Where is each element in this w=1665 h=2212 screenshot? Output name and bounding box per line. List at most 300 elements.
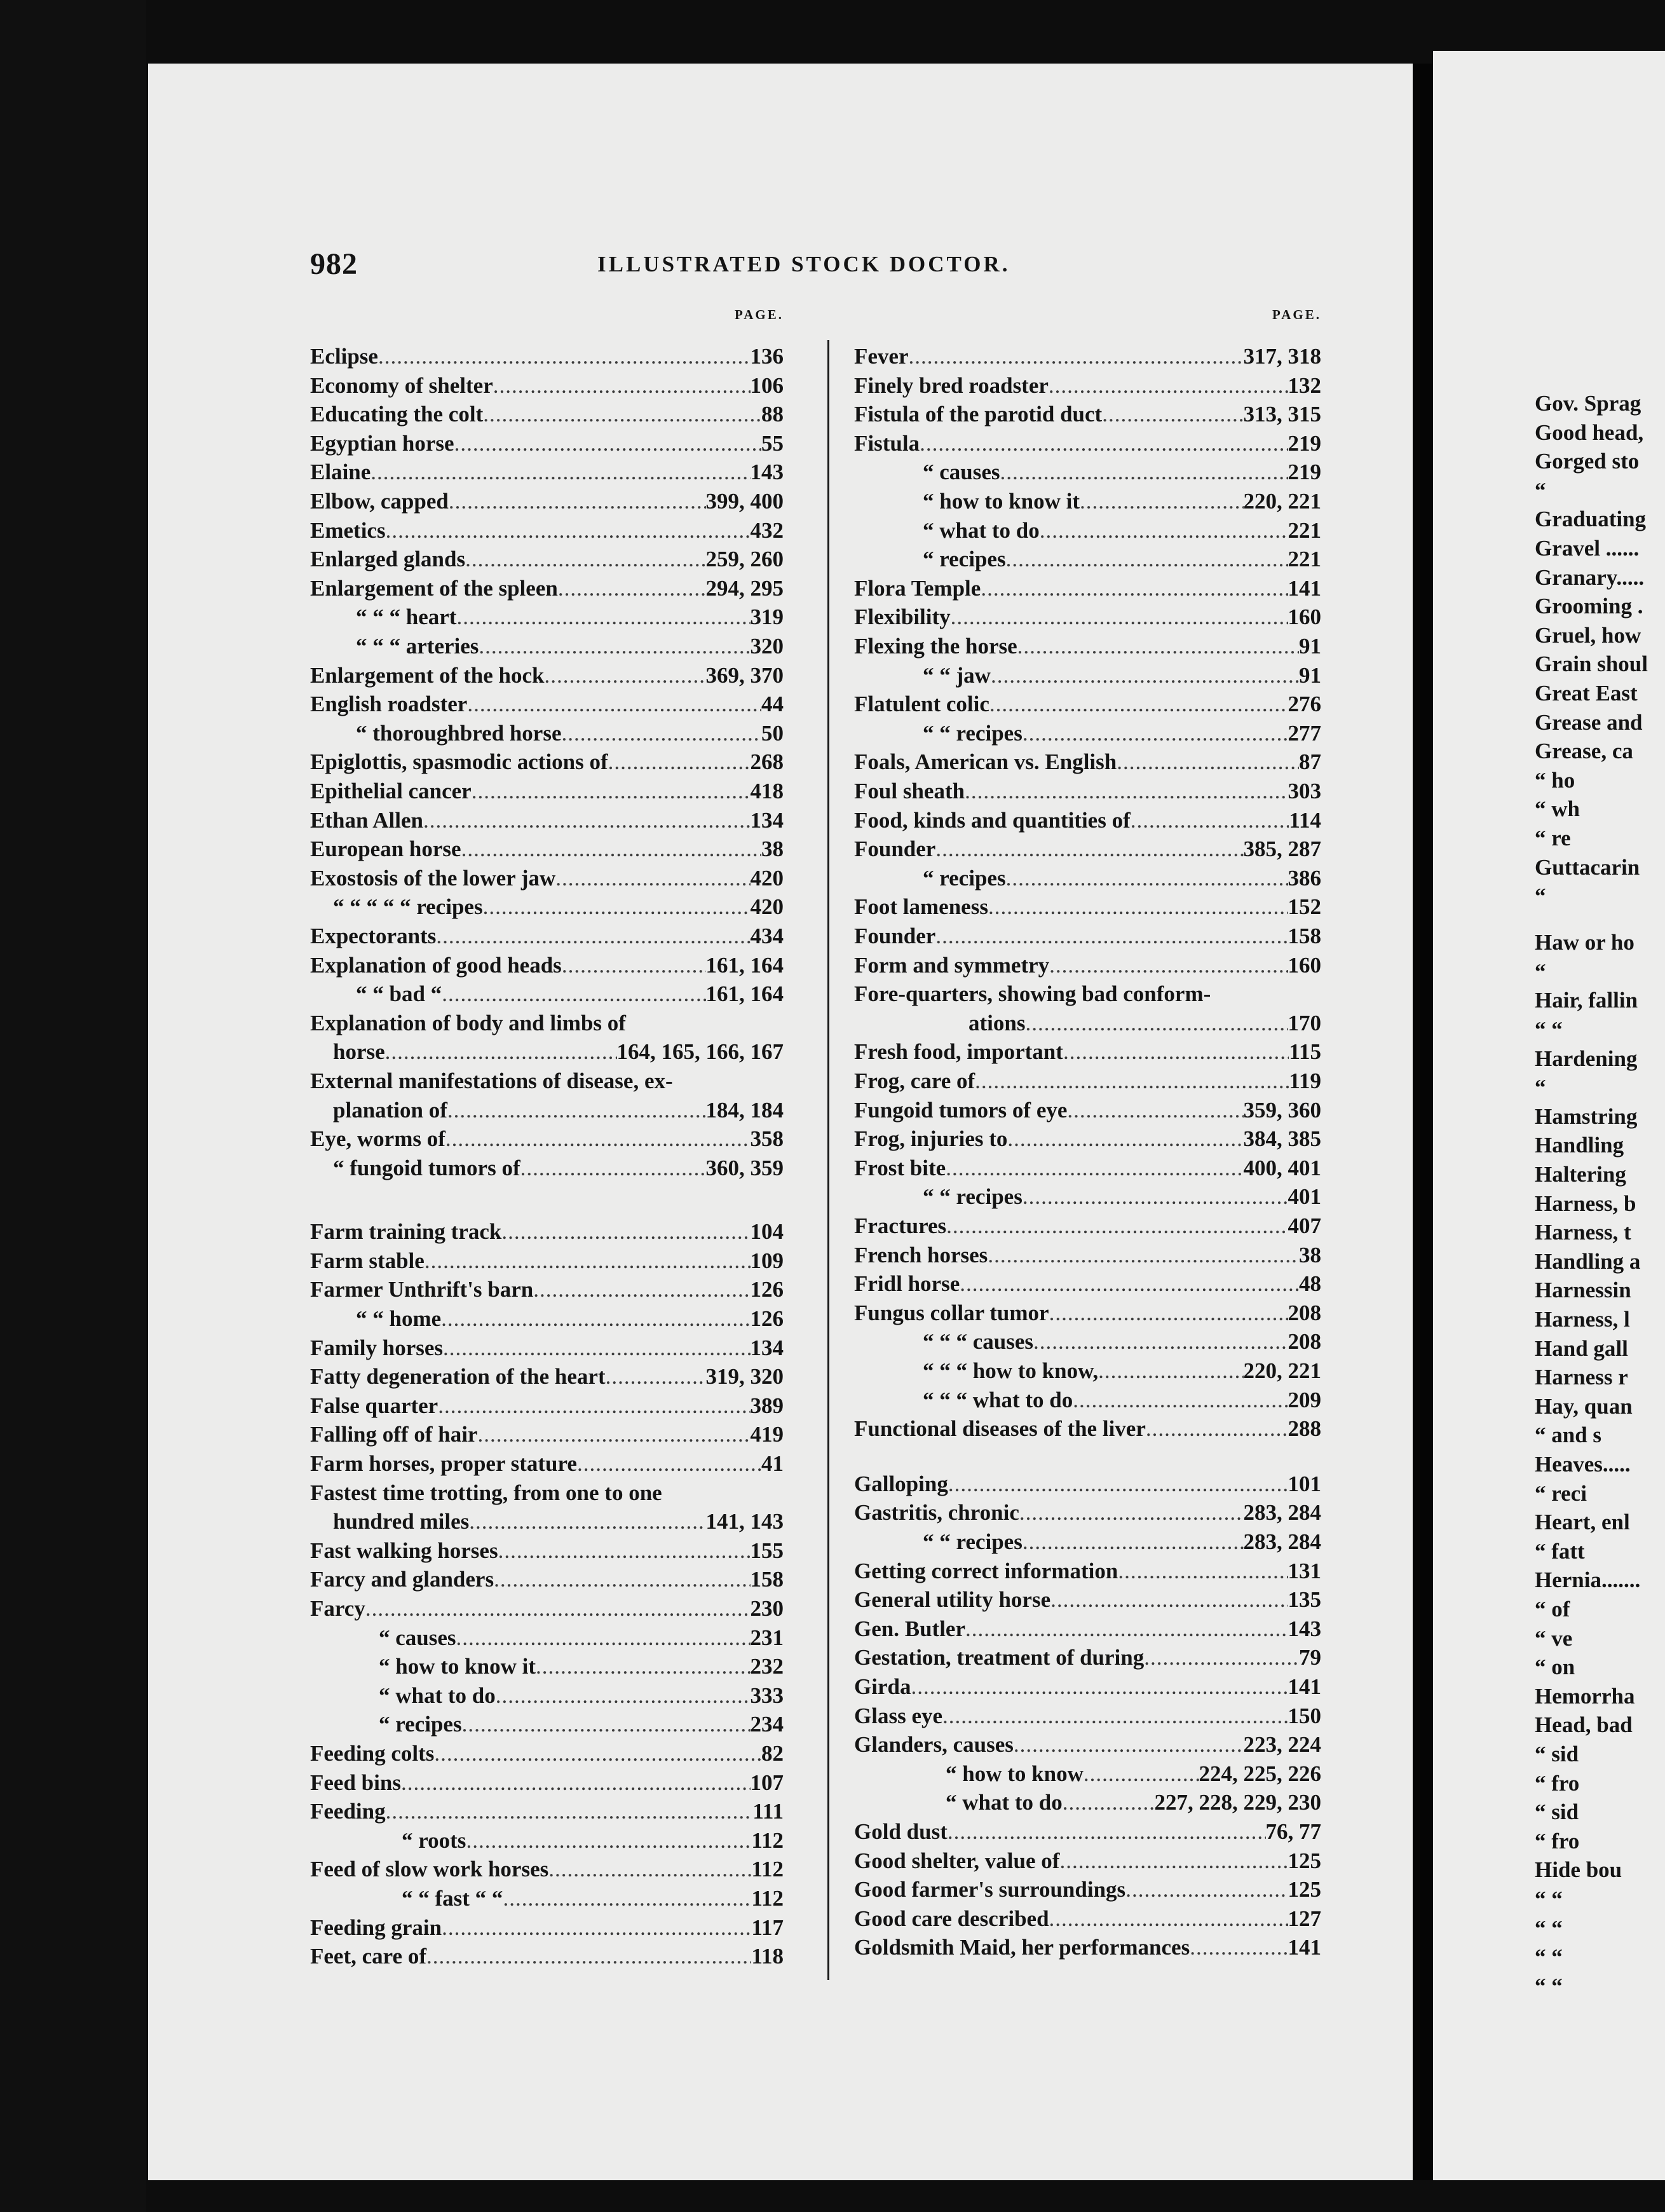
index-entry-label: Falling off of hair: [310, 1422, 478, 1447]
index-entry-label: Flexibility: [854, 604, 951, 630]
facing-index-fragment: Hamstring: [1535, 1103, 1638, 1129]
index-entry: [854, 891, 1321, 920]
facing-index-fragment: “ sid: [1535, 1799, 1579, 1825]
index-entry-label: Foot lameness: [854, 894, 988, 920]
dot-leader: [385, 1039, 617, 1065]
index-entry-label: Educating the colt: [310, 402, 484, 427]
index-entry-label: “ thoroughbred horse: [356, 720, 562, 746]
index-entry: [854, 1931, 1321, 1960]
facing-index-fragment: Harness, t: [1535, 1220, 1631, 1245]
dot-leader: [1144, 1645, 1299, 1670]
dot-leader: [1023, 1184, 1288, 1210]
index-entry-label: Farm horses, proper stature: [310, 1451, 577, 1476]
facing-index-fragment: Hemorrha: [1535, 1683, 1635, 1709]
index-entry-page: 107: [750, 1770, 784, 1795]
index-entry-label: ations: [968, 1010, 1026, 1035]
dot-leader: [442, 981, 705, 1007]
index-entry-page: 112: [751, 1885, 784, 1911]
dot-leader: [479, 634, 750, 659]
index-entry-label: “ “ “ heart: [356, 604, 457, 630]
index-entry: [310, 1679, 784, 1709]
facing-index-fragment: Gruel, how: [1535, 622, 1641, 648]
index-entry-label: Good care described: [854, 1906, 1049, 1931]
index-entry: [854, 1786, 1321, 1815]
index-entry-label: General utility horse: [854, 1587, 1051, 1613]
index-entry-page: 385, 287: [1243, 836, 1321, 862]
dot-leader: [1098, 1358, 1243, 1384]
index-entry-label: “ what to do: [946, 1790, 1063, 1815]
index-entry: [310, 978, 784, 1007]
index-entry-page: 407: [1288, 1213, 1321, 1238]
page-number: 982: [310, 247, 358, 281]
index-entry-page: 277: [1288, 720, 1321, 746]
dot-leader: [1014, 1732, 1244, 1758]
dot-leader: [426, 1944, 751, 1969]
index-entry-page: 333: [750, 1683, 784, 1708]
index-entry-page: 109: [750, 1248, 784, 1273]
facing-page: [1433, 51, 1665, 2180]
index-entry-page: 38: [1299, 1242, 1321, 1267]
index-entry-label: Enlargement of the spleen: [310, 575, 558, 601]
facing-index-fragment: “ ve: [1535, 1625, 1573, 1651]
index-entry: [854, 1902, 1321, 1932]
index-entry-page: 134: [750, 807, 784, 833]
index-entry: [854, 485, 1321, 514]
facing-index-fragment: “ fro: [1535, 1828, 1580, 1854]
dot-leader: [548, 1857, 751, 1882]
dot-leader: [1049, 373, 1288, 399]
dot-leader: [483, 894, 751, 920]
facing-index-fragment: Grooming .: [1535, 594, 1643, 619]
index-entry-page: 119: [1289, 1068, 1321, 1093]
index-entry-label: Epithelial cancer: [310, 779, 472, 803]
dot-leader: [423, 808, 751, 833]
index-entry: [310, 1882, 784, 1911]
index-entry-label: “ recipes: [923, 547, 1006, 572]
index-entry: [310, 1418, 784, 1447]
index-entry-page: 313, 315: [1243, 402, 1321, 427]
index-entry-page: 227, 228, 229, 230: [1154, 1790, 1321, 1815]
index-entry-page: 303: [1288, 779, 1321, 803]
index-entry-page: 141, 143: [705, 1509, 784, 1534]
index-entry-page: 434: [750, 924, 784, 948]
dot-leader: [401, 1770, 751, 1796]
index-entry-page: 114: [1289, 807, 1321, 833]
index-entry: [854, 804, 1321, 833]
index-entry-page: 136: [750, 344, 784, 369]
index-entry: [310, 1824, 784, 1854]
dot-leader: [1050, 1587, 1288, 1613]
index-entry-page: 283, 284: [1243, 1500, 1321, 1526]
index-entry-label: Frost bite: [854, 1155, 946, 1180]
index-entry-label: “ fungoid tumors of: [333, 1155, 520, 1180]
index-entry-page: 317, 318: [1243, 344, 1321, 369]
facing-index-fragment: Harness r: [1535, 1365, 1628, 1390]
dot-leader: [1040, 518, 1288, 543]
dot-leader: [1117, 749, 1299, 775]
index-entry-label: Expectorants: [310, 924, 437, 948]
index-entry-label: Feet, care of: [310, 1944, 426, 1969]
index-entry-page: 141: [1288, 1935, 1321, 1960]
index-entry-page: 125: [1288, 1877, 1321, 1902]
index-entry-label: Gestation, treatment of during: [854, 1645, 1145, 1670]
index-entry-label: Goldsmith Maid, her performances: [854, 1935, 1190, 1960]
index-entry-page: 127: [1288, 1906, 1321, 1931]
index-column-left: [310, 307, 784, 1969]
index-entry-page: 82: [761, 1740, 784, 1766]
book-gutter: [1413, 64, 1433, 2180]
index-entry: [854, 369, 1321, 399]
index-entry: [854, 1496, 1321, 1526]
dot-leader: [555, 866, 750, 891]
facing-index-fragment: “ ho: [1535, 767, 1575, 793]
index-entry: [310, 601, 784, 630]
index-entry-label: “ “ recipes: [923, 1529, 1023, 1555]
index-entry-label: “ “ “ how to know,: [923, 1358, 1099, 1383]
index-entry: [310, 1766, 784, 1796]
index-entry-page: 419: [750, 1422, 784, 1447]
index-entry-page: 234: [750, 1712, 784, 1737]
index-entry-label: Feeding colts: [310, 1740, 435, 1766]
index-entry: [854, 1123, 1321, 1152]
facing-index-fragment: “ “: [1535, 1886, 1563, 1911]
index-entry-label: Farmer Unthrift's barn: [310, 1277, 534, 1302]
index-entry-label: Foul sheath: [854, 779, 965, 803]
index-entry-label: Farcy and glanders: [310, 1567, 494, 1592]
index-entry-label: “ “ bad “: [356, 981, 442, 1007]
facing-index-fragment: Hair, fallin: [1535, 988, 1638, 1013]
dot-leader: [472, 779, 751, 804]
index-entry-page: 126: [750, 1306, 784, 1331]
index-entry-page: 115: [1289, 1039, 1321, 1065]
index-entry-page: 106: [750, 372, 784, 398]
index-entry-page: 87: [1299, 749, 1321, 775]
index-entry-label: Fever: [854, 344, 909, 369]
index-entry-page: 104: [750, 1219, 784, 1245]
index-entry: [310, 1940, 784, 1969]
index-entry-label: “ “ “ causes: [923, 1329, 1034, 1355]
index-entry-page: 389: [750, 1393, 784, 1418]
dot-leader: [442, 1915, 751, 1941]
index-entry: [854, 1065, 1321, 1094]
dot-leader: [483, 402, 761, 427]
facing-index-fragment: Granary.....: [1535, 564, 1645, 590]
dot-leader: [1033, 1329, 1288, 1355]
index-entry-label: Feed bins: [310, 1770, 401, 1795]
index-entry-label: Fastest time trotting, from one to one: [310, 1480, 662, 1505]
index-entry-page: 232: [750, 1654, 784, 1679]
dot-leader: [562, 953, 706, 978]
index-entry-label: Glass eye: [854, 1703, 943, 1728]
index-entry-page: 88: [761, 402, 784, 427]
dot-leader: [443, 1335, 750, 1361]
facing-index-fragment: Haltering: [1535, 1161, 1626, 1187]
index-entry-label: Founder: [854, 836, 936, 862]
dot-leader: [1190, 1935, 1288, 1960]
facing-index-fragment: Head, bad: [1535, 1712, 1633, 1738]
index-entry: [854, 1210, 1321, 1239]
index-entry: [310, 340, 784, 369]
dot-leader: [981, 576, 1288, 601]
index-entry-label: Glanders, causes: [854, 1732, 1014, 1758]
dot-leader: [1006, 547, 1288, 572]
dot-leader: [1102, 402, 1243, 427]
index-entry: [854, 1641, 1321, 1670]
dot-leader: [461, 836, 761, 862]
index-entry-page: 50: [761, 720, 784, 746]
dot-leader: [935, 836, 1243, 862]
dot-leader: [911, 1674, 1288, 1700]
index-entry-page: 208: [1288, 1329, 1321, 1355]
dot-leader: [908, 344, 1243, 369]
index-entry-label: Galloping: [854, 1471, 948, 1496]
index-entry: [854, 514, 1321, 543]
index-entry-label: Explanation of good heads: [310, 952, 562, 978]
index-entry-page: 111: [752, 1799, 784, 1824]
dot-leader: [441, 1306, 750, 1332]
index-entry-page: 224, 225, 226: [1199, 1761, 1321, 1786]
index-entry-page: 259, 260: [705, 547, 784, 572]
facing-index-fragment: Graduating: [1535, 507, 1647, 532]
dot-leader: [503, 1886, 751, 1911]
index-entry-label: Gen. Butler: [854, 1616, 965, 1641]
facing-index-fragment: Gravel ......: [1535, 536, 1640, 561]
index-entry-page: 420: [750, 865, 784, 891]
index-entry-page: 158: [1288, 924, 1321, 948]
index-entry-page: 223, 224: [1243, 1732, 1321, 1758]
dot-leader: [449, 489, 706, 514]
index-entry-label: Exostosis of the lower jaw: [310, 865, 556, 891]
index-entry-label: Ethan Allen: [310, 807, 423, 833]
facing-index-fragment: Guttacarin: [1535, 854, 1640, 880]
index-entry-page: 55: [761, 430, 784, 456]
index-entry: [854, 1384, 1321, 1413]
index-entry: [310, 1332, 784, 1361]
index-entry: [854, 398, 1321, 427]
dot-leader: [1063, 1790, 1155, 1815]
dot-leader: [948, 1819, 1266, 1845]
index-entry: [310, 891, 784, 920]
index-entry-page: 208: [1288, 1300, 1321, 1325]
dot-leader: [544, 663, 705, 688]
dot-leader: [378, 344, 751, 369]
dot-leader: [365, 1596, 751, 1621]
index-entry-page: 91: [1299, 662, 1321, 688]
dot-leader: [965, 1616, 1288, 1642]
index-entry-page: 418: [750, 779, 784, 803]
index-entry: [310, 659, 784, 688]
dot-leader: [1025, 1011, 1288, 1036]
dot-leader: [988, 1243, 1299, 1268]
index-entry: [310, 949, 784, 978]
facing-index-fragment: “ “: [1535, 1915, 1563, 1941]
index-entry: [854, 1845, 1321, 1874]
dot-leader: [386, 1799, 753, 1824]
index-entry-page: 91: [1299, 634, 1321, 659]
index-entry: [310, 717, 784, 746]
index-entry: [854, 1007, 1321, 1036]
facing-index-fragment: Hand gall: [1535, 1335, 1628, 1361]
index-entry-page: 359, 360: [1243, 1097, 1321, 1123]
dot-leader: [942, 1703, 1288, 1729]
index-entry: [310, 514, 784, 543]
index-entry-label: Good farmer's surroundings: [854, 1877, 1126, 1902]
index-entry: [310, 1592, 784, 1621]
index-entry: [310, 1065, 784, 1094]
index-entry-label: planation of: [333, 1097, 447, 1123]
index-entry-label: Feeding grain: [310, 1915, 442, 1940]
index-entry-label: Good shelter, value of: [854, 1848, 1060, 1873]
dot-leader: [465, 547, 705, 572]
index-entry-label: Frog, care of: [854, 1068, 975, 1093]
index-entry: [310, 543, 784, 572]
index-entry: [310, 1650, 784, 1679]
facing-index-fragment: “ fatt: [1535, 1538, 1585, 1564]
index-entry: [310, 1505, 784, 1534]
facing-index-fragment: “ of: [1535, 1596, 1570, 1621]
index-entry: [310, 572, 784, 601]
index-entry-page: 221: [1288, 517, 1321, 543]
index-entry-label: “ causes: [379, 1625, 456, 1650]
index-entry-page: 150: [1288, 1703, 1321, 1728]
facing-index-fragment: Harnessin: [1535, 1278, 1631, 1303]
index-entry-page: 320: [750, 634, 784, 659]
index-entry-label: Farm stable: [310, 1248, 425, 1273]
dot-leader: [1073, 1388, 1288, 1413]
index-entry-page: 141: [1288, 575, 1321, 601]
index-entry: [854, 833, 1321, 862]
index-entry-page: 48: [1299, 1271, 1321, 1297]
index-entry-label: Fridl horse: [854, 1271, 960, 1297]
index-entry-label: Getting correct information: [854, 1558, 1118, 1583]
dot-leader: [386, 518, 751, 543]
index-entry: [310, 1215, 784, 1245]
index-entry-page: 38: [761, 836, 784, 862]
facing-index-fragment: Hernia.......: [1535, 1567, 1641, 1593]
column-heading: PAGE.: [1272, 307, 1321, 322]
index-entry-page: 158: [750, 1567, 784, 1592]
facing-index-fragment: Gov. Sprag: [1535, 391, 1641, 416]
index-entry-label: Eclipse: [310, 344, 378, 369]
dot-leader: [1059, 1848, 1288, 1874]
dot-leader: [988, 894, 1288, 920]
index-entry: [310, 1035, 784, 1065]
dot-leader: [477, 1422, 750, 1447]
dot-leader: [1063, 1039, 1289, 1065]
index-entry: [310, 398, 784, 427]
index-entry: [310, 1302, 784, 1332]
facing-index-fragment: Great East: [1535, 681, 1638, 706]
index-entry-label: Fungoid tumors of eye: [854, 1097, 1068, 1123]
dot-leader: [456, 1625, 751, 1651]
index-entry-label: hundred miles: [333, 1509, 470, 1534]
dot-leader: [1125, 1877, 1288, 1902]
index-entry-page: 219: [1288, 430, 1321, 456]
index-entry-label: Flexing the horse: [854, 634, 1017, 659]
dot-leader: [533, 1277, 750, 1302]
index-entry: [310, 427, 784, 456]
index-entry-page: 152: [1288, 894, 1321, 920]
dot-leader: [577, 1451, 761, 1477]
index-entry: [854, 1670, 1321, 1700]
index-entry-label: “ what to do: [923, 517, 1040, 543]
dot-leader: [946, 1156, 1243, 1181]
index-entry: [310, 1152, 784, 1181]
index-entry-label: Founder: [854, 924, 936, 948]
index-entry: [310, 688, 784, 717]
index-entry-page: 432: [750, 517, 784, 543]
index-entry: [854, 1325, 1321, 1355]
index-entry: [310, 1853, 784, 1882]
index-entry: [310, 1477, 784, 1506]
index-entry-label: Fractures: [854, 1213, 947, 1238]
facing-index-fragment: “ reci: [1535, 1480, 1587, 1506]
dot-leader: [370, 460, 750, 485]
index-entry-label: Elbow, capped: [310, 489, 449, 514]
index-entry: [854, 1613, 1321, 1642]
index-entry: [854, 1758, 1321, 1787]
index-entry: [854, 1700, 1321, 1729]
index-entry: [854, 1297, 1321, 1326]
index-entry-label: Flora Temple: [854, 575, 981, 601]
facing-index-fragment: “ and s: [1535, 1423, 1602, 1448]
facing-index-fragment: Heart, enl: [1535, 1510, 1630, 1535]
index-entry-page: 101: [1288, 1471, 1321, 1496]
index-entry: [854, 630, 1321, 659]
index-entry-page: 288: [1288, 1416, 1321, 1442]
index-entry-page: 135: [1288, 1587, 1321, 1613]
index-entry-page: 220, 221: [1243, 1358, 1321, 1383]
facing-index-fragment: Grease and: [1535, 709, 1643, 735]
facing-index-fragment: Grease, ca: [1535, 739, 1633, 764]
dot-leader: [1049, 953, 1288, 978]
index-entry-label: “ what to do: [379, 1683, 496, 1708]
index-entry-label: Farcy: [310, 1595, 365, 1621]
dot-leader: [1049, 1906, 1288, 1932]
index-column-right: [854, 307, 1321, 1967]
index-entry: [310, 1360, 784, 1389]
index-entry: [854, 1180, 1321, 1210]
dot-leader: [558, 576, 706, 601]
index-entry-label: “ how to know it: [379, 1654, 536, 1679]
dot-leader: [1131, 808, 1289, 833]
dot-leader: [436, 924, 750, 949]
index-entry: [854, 920, 1321, 949]
index-entry-label: False quarter: [310, 1393, 438, 1418]
index-entry-page: 230: [750, 1595, 784, 1621]
dot-leader: [469, 1509, 705, 1534]
facing-index-fragment: Hay, quan: [1535, 1393, 1633, 1419]
facing-index-fragment: Grain shoul: [1535, 652, 1648, 677]
index-entry-page: 220, 221: [1243, 489, 1321, 514]
index-entry: [310, 1534, 784, 1564]
index-entry-label: Frog, injuries to: [854, 1126, 1008, 1152]
index-entry-label: Fistula: [854, 430, 920, 456]
index-entry-label: Emetics: [310, 517, 386, 543]
index-entry: [310, 1911, 784, 1941]
column-divider: [827, 340, 829, 1980]
facing-index-fragment: “: [1535, 959, 1546, 984]
dot-leader: [1006, 866, 1288, 891]
dot-leader: [1080, 489, 1244, 514]
index-entry: [854, 601, 1321, 630]
index-entry-label: Functional diseases of the liver: [854, 1416, 1146, 1442]
dot-leader: [989, 692, 1288, 717]
dot-leader: [466, 1828, 751, 1854]
index-entry-page: 112: [751, 1857, 784, 1882]
index-entry-page: 79: [1299, 1645, 1321, 1670]
index-entry-label: “ “ “ “ “ recipes: [333, 894, 483, 920]
